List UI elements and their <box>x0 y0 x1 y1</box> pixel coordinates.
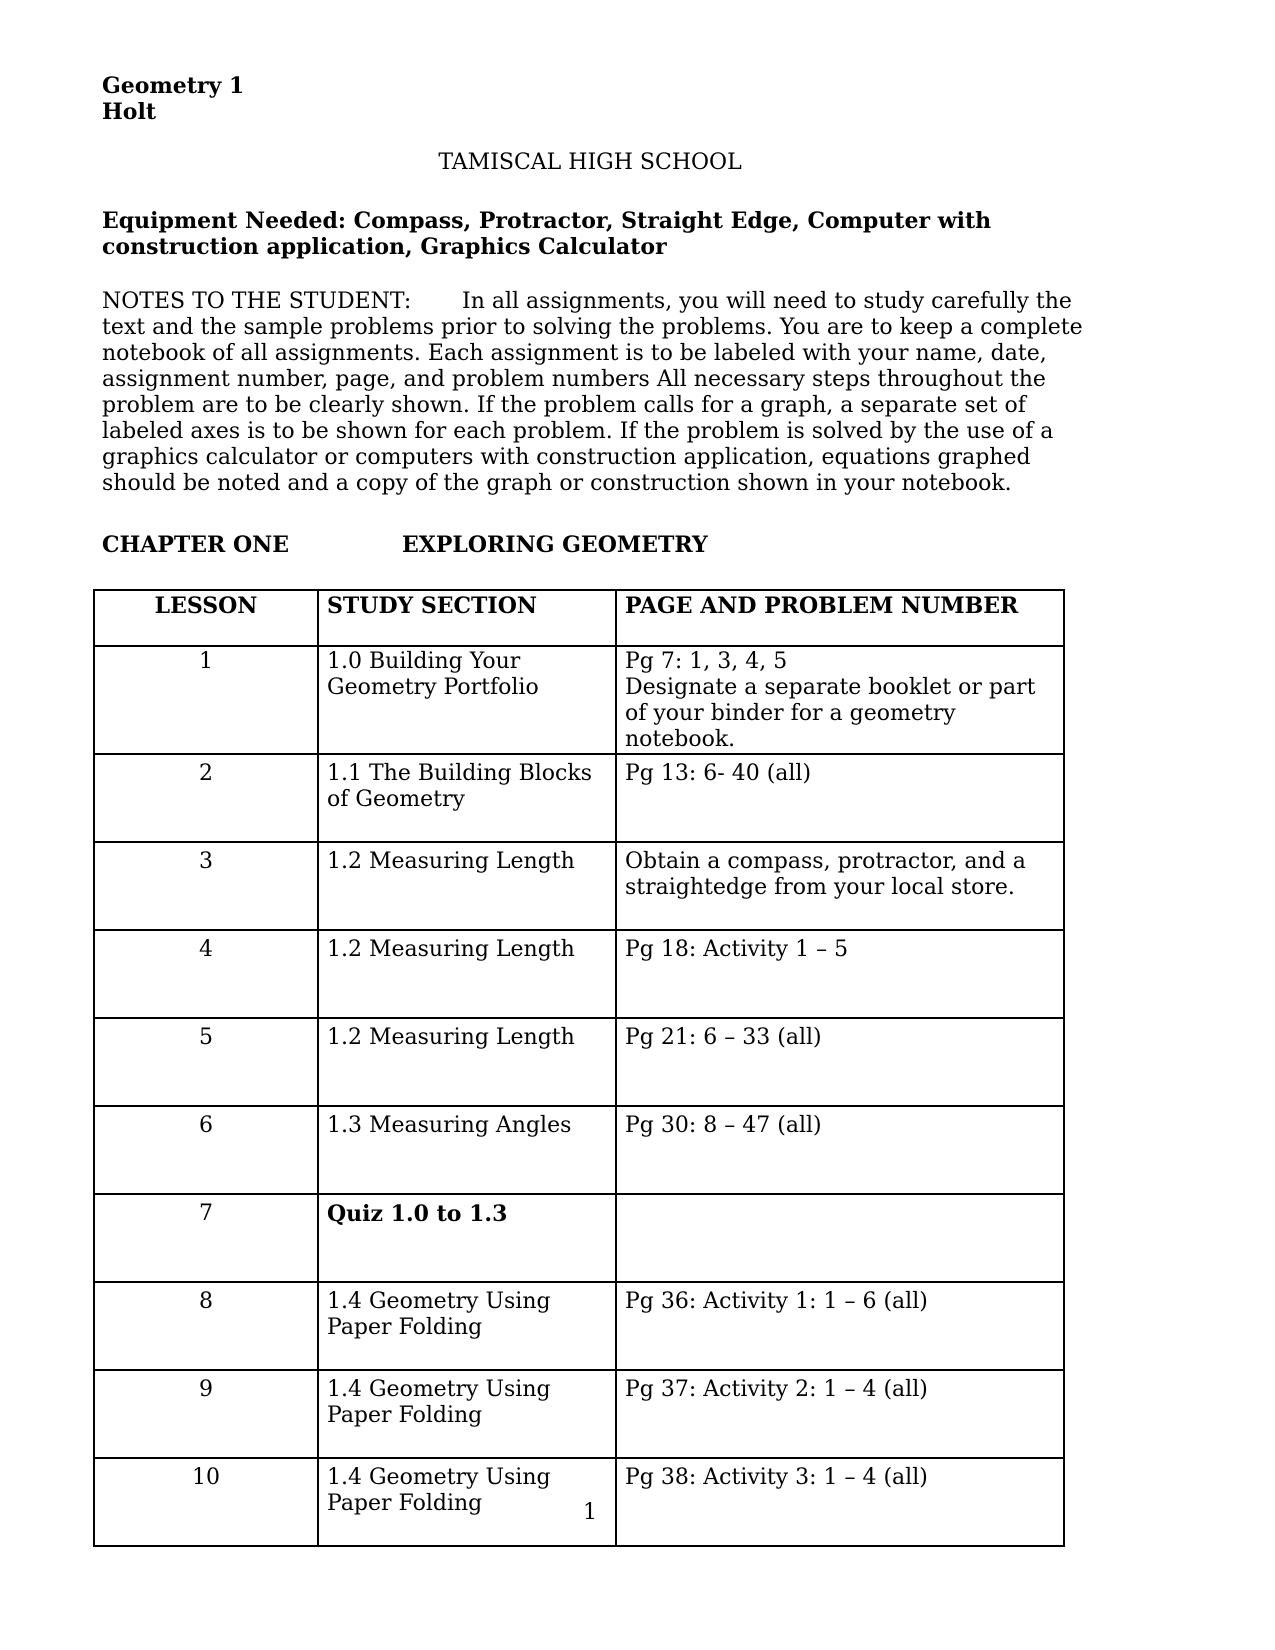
page-problem-note: Designate a separate booklet or part of your binder for a geometry notebook. <box>625 675 1036 752</box>
study-section: 1.4 Geometry Using Paper Folding <box>318 1458 616 1546</box>
notes-label: NOTES TO THE STUDENT: <box>102 289 412 314</box>
study-section: 1.1 The Building Blocks of Geometry <box>318 754 616 842</box>
study-section: 1.2 Measuring Length <box>318 1018 616 1106</box>
lesson-number: 2 <box>94 754 318 842</box>
assignment-table <box>93 589 1065 1547</box>
header-study-section: STUDY SECTION <box>318 590 616 646</box>
equipment-needed: Equipment Needed: Compass, Protractor, Straight Edge, Computer with construction application, Graphics Calculator <box>102 208 992 260</box>
school-title: TAMISCAL HIGH SCHOOL <box>438 150 742 175</box>
table-row <box>94 1018 1064 1106</box>
page-problem-cell <box>616 646 1064 754</box>
course-name: Geometry 1 <box>102 73 245 99</box>
page-problem: Pg 37: Activity 2: 1 – 4 (all) <box>616 1370 1064 1458</box>
page-problem: Pg 38: Activity 3: 1 – 4 (all) <box>616 1458 1064 1546</box>
chapter-title: EXPLORING GEOMETRY <box>402 532 708 558</box>
lesson-number: 1 <box>94 646 318 754</box>
lesson-number: 10 <box>94 1458 318 1546</box>
page-problem: Pg 18: Activity 1 – 5 <box>616 930 1064 1018</box>
lesson-number: 5 <box>94 1018 318 1106</box>
page-problem: Pg 13: 6- 40 (all) <box>616 754 1064 842</box>
page-problem: Obtain a compass, protractor, and a straightedge from your local store. <box>616 842 1064 930</box>
lesson-number: 8 <box>94 1282 318 1370</box>
document-header <box>102 73 244 125</box>
page-problem <box>616 1194 1064 1282</box>
table-row <box>94 1106 1064 1194</box>
lesson-number: 3 <box>94 842 318 930</box>
table-row <box>94 646 1064 754</box>
table-row <box>94 1194 1064 1282</box>
study-section: 1.2 Measuring Length <box>318 842 616 930</box>
publisher-name: Holt <box>102 99 156 125</box>
page-number: 1 <box>583 1500 597 1525</box>
lesson-number: 4 <box>94 930 318 1018</box>
study-section: 1.2 Measuring Length <box>318 930 616 1018</box>
page-problem: Pg 36: Activity 1: 1 – 6 (all) <box>616 1282 1064 1370</box>
notes-text: In all assignments, you will need to study carefully the text and the sample problems prior to solving the problems. You are to keep a complete notebook of all assignments. Each assignment is to be labeled with your name, date, assignment number, page, and problem numbers All necessary steps throughout the problem are to be clearly shown. If the problem calls for a graph, a separate set of labeled axes is to be shown for each problem. If the problem is solved by the use of a graphics calculator or computers with construction application, equations graphed should be noted and a copy of the graph or construction shown in your notebook. <box>102 289 1083 496</box>
study-section: 1.0 Building Your Geometry Portfolio <box>318 646 616 754</box>
chapter-number: CHAPTER ONE <box>102 532 290 558</box>
table-header-row <box>94 590 1064 646</box>
chapter-heading <box>102 532 1092 558</box>
page-problem: Pg 21: 6 – 33 (all) <box>616 1018 1064 1106</box>
table-row <box>94 754 1064 842</box>
lesson-number: 6 <box>94 1106 318 1194</box>
table-row <box>94 1282 1064 1370</box>
header-page-problem: PAGE AND PROBLEM NUMBER <box>616 590 1064 646</box>
page-problem: Pg 30: 8 – 47 (all) <box>616 1106 1064 1194</box>
lesson-number: 9 <box>94 1370 318 1458</box>
notes-to-student <box>102 289 1092 497</box>
table-row <box>94 1370 1064 1458</box>
study-section: 1.4 Geometry Using Paper Folding <box>318 1282 616 1370</box>
study-section: 1.4 Geometry Using Paper Folding <box>318 1370 616 1458</box>
table-row <box>94 842 1064 930</box>
table-row <box>94 930 1064 1018</box>
page-problem: Pg 7: 1, 3, 4, 5 <box>625 649 788 674</box>
study-section-quiz: Quiz 1.0 to 1.3 <box>318 1194 616 1282</box>
study-section: 1.3 Measuring Angles <box>318 1106 616 1194</box>
header-lesson: LESSON <box>94 590 318 646</box>
lesson-number: 7 <box>94 1194 318 1282</box>
